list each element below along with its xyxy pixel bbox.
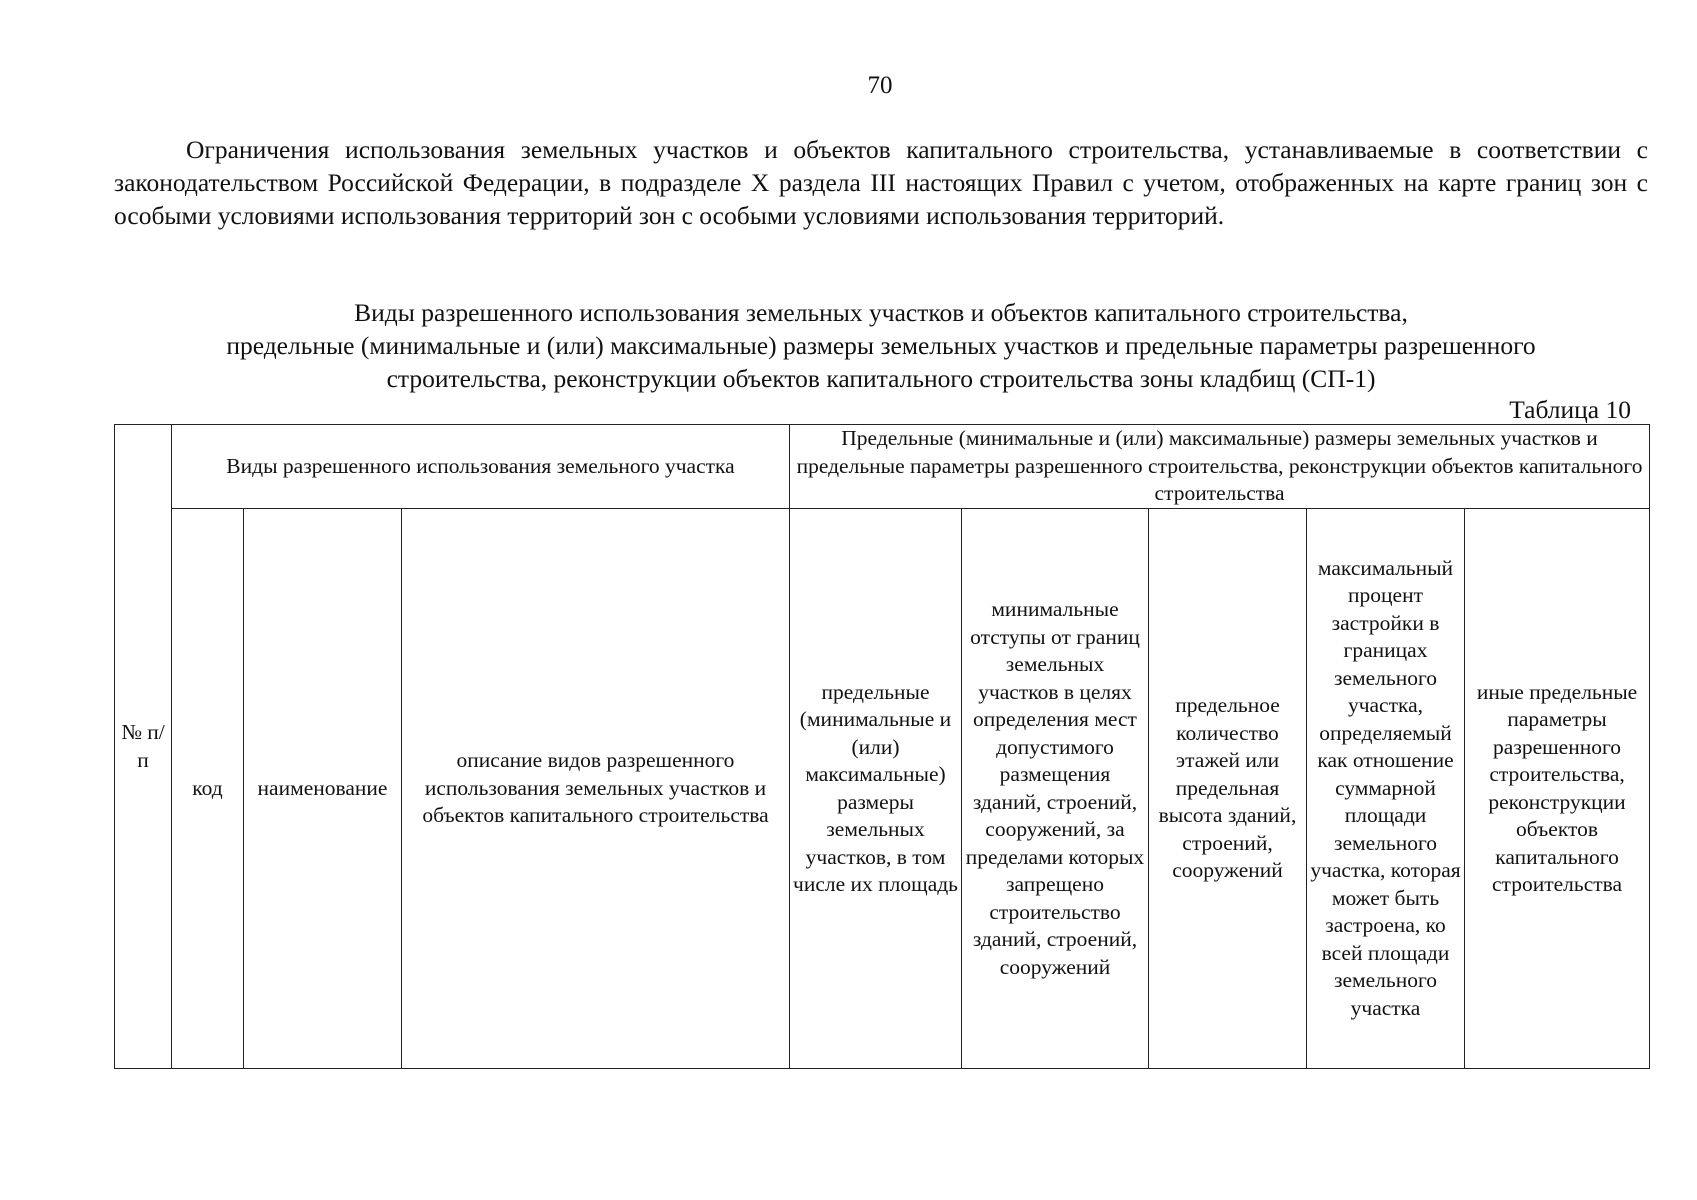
header-other-params: иные предельные параметры разрешенного строительства, реконструкции объектов капитального строительства [1465,509,1650,1069]
table-title-line-1: Виды разрешенного использования земельных участков и объектов капитального строительства, [354,298,1408,327]
intro-paragraph: Ограничения использования земельных участков и объектов капитального строительства, устанавливаемые в соответствии с законодательством Российской Федерации, в подразделе X раздела III настоящих Правил с учетом, отображенных на карте границ зон с особыми условиями использования территорий зон с особыми условиями использования территорий. [114,135,1648,230]
header-floors: предельное количество этажей или предельная высота зданий, строений, сооружений [1149,509,1307,1069]
parameters-table [114,424,1650,1069]
header-setbacks: минимальные отступы от границ земельных участков в целях определения мест допустимого размещения зданий, строений, сооружений, за пределами которых запрещено строительство зданий, строений, сооружений [962,509,1149,1069]
table-title-line-3: строительства, реконструкции объектов капитального строительства зоны кладбищ (СП-1) [386,364,1376,393]
header-group-limits: Предельные (минимальные и (или) максимальные) размеры земельных участков и предельные параметры разрешенного строительства, реконструкции объектов капитального строительства [790,425,1650,509]
header-coverage: максимальный процент застройки в границах земельного участка, определяемый как отношение суммарной площади земельного участка, которая может быть застроена, ко всей площади земельного участка [1307,509,1465,1069]
header-plot-size: предельные (минимальные и (или) максимальные) размеры земельных участков, в том числе их площадь [790,509,962,1069]
table-title [114,296,1648,395]
header-number: № п/п [115,425,172,1069]
page-number: 70 [867,72,893,99]
header-description: описание видов разрешенного использования земельных участков и объектов капитального строительства [402,509,790,1069]
header-name: наименование [244,509,402,1069]
header-group-uses: Виды разрешенного использования земельного участка [172,425,790,509]
header-code: код [172,509,244,1069]
table-label: Таблица 10 [1509,395,1631,424]
table-title-line-2: предельные (минимальные и (или) максимальные) размеры земельных участков и предельные параметры разрешенного [226,331,1536,360]
